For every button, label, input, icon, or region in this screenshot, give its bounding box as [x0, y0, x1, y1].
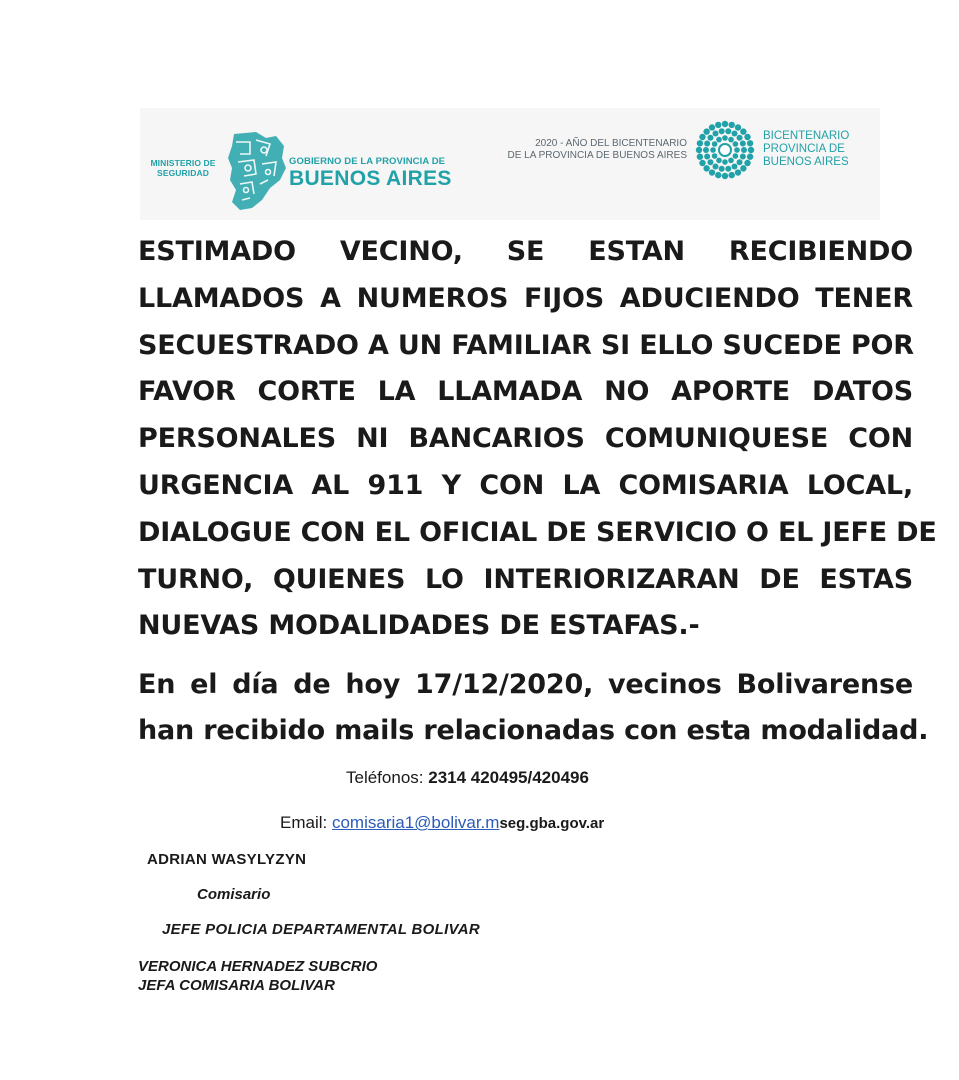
- signature-rank-1: Comisario: [197, 886, 271, 903]
- notice-line: FAVOR CORTE LA LLAMADA NO APORTE DATOS: [138, 376, 913, 408]
- signature-block-2: [138, 957, 377, 995]
- anio-line-1: 2020 - AÑO DEL BICENTENARIO: [535, 138, 687, 149]
- notice-line: DIALOGUE CON EL OFICIAL DE SERVICIO O EL JEFE DE: [138, 516, 937, 548]
- phones-label: Teléfonos:: [346, 768, 429, 787]
- email-domain: seg.gba.gov.ar: [499, 815, 605, 832]
- gobierno-small-text: GOBIERNO DE LA PROVINCIA DE: [289, 156, 446, 167]
- update-line: han recibido mails relacionadas con esta modalidad.: [138, 715, 929, 746]
- notice-line: SECUESTRADO A UN FAMILIAR SI ELLO SUCEDE POR: [138, 329, 914, 361]
- email-link[interactable]: comisaria1@bolivar.m: [331, 813, 500, 832]
- province-map-icon: [226, 128, 288, 212]
- anio-bicentenario-text: [502, 138, 687, 162]
- signature-name-1: ADRIAN WASYLYZYN: [147, 851, 307, 868]
- update-line: En el día de hoy 17/12/2020, vecinos Bolivarense: [138, 669, 913, 700]
- notice-line: LLAMADOS A NUMEROS FIJOS ADUCIENDO TENER: [138, 282, 913, 314]
- signature-title-2: JEFA COMISARIA BOLIVAR: [138, 977, 335, 994]
- anio-line-2: DE LA PROVINCIA DE BUENOS AIRES: [507, 150, 687, 161]
- phones-value: 2314 420495/420496: [428, 768, 589, 787]
- update-paragraph: [138, 662, 929, 754]
- notice-line: URGENCIA AL 911 Y CON LA COMISARIA LOCAL,: [138, 469, 913, 501]
- sun-emblem-icon: [694, 119, 756, 181]
- notice-line: NUEVAS MODALIDADES DE ESTAFAS.-: [138, 610, 700, 642]
- bicentenario-logo-text: [763, 130, 883, 169]
- phones-line: [346, 768, 589, 788]
- notice-line: PERSONALES NI BANCARIOS COMUNIQUESE CON: [138, 423, 913, 455]
- email-label: Email:: [280, 813, 332, 832]
- ministerio-line-2: SEGURIDAD: [157, 168, 209, 178]
- notice-paragraph: [138, 229, 937, 650]
- notice-line: TURNO, QUIENES LO INTERIORIZARAN DE ESTAS: [138, 563, 913, 595]
- ministerio-label: [150, 158, 216, 178]
- notice-line: ESTIMADO VECINO, SE ESTAN RECIBIENDO: [138, 236, 913, 267]
- gobierno-logo-text: [289, 156, 459, 191]
- bicentenario-line-3: BUENOS AIRES: [763, 156, 849, 168]
- bicentenario-line-2: PROVINCIA DE: [763, 143, 845, 155]
- gobierno-big-text: BUENOS AIRES: [289, 167, 452, 190]
- signature-name-2: VERONICA HERNADEZ SUBCRIO: [138, 958, 378, 975]
- email-line: [280, 813, 604, 833]
- ministerio-line-1: MINISTERIO DE: [150, 158, 216, 168]
- signature-title-1: JEFE POLICIA DEPARTAMENTAL BOLIVAR: [162, 921, 480, 938]
- bicentenario-line-1: BICENTENARIO: [763, 130, 850, 142]
